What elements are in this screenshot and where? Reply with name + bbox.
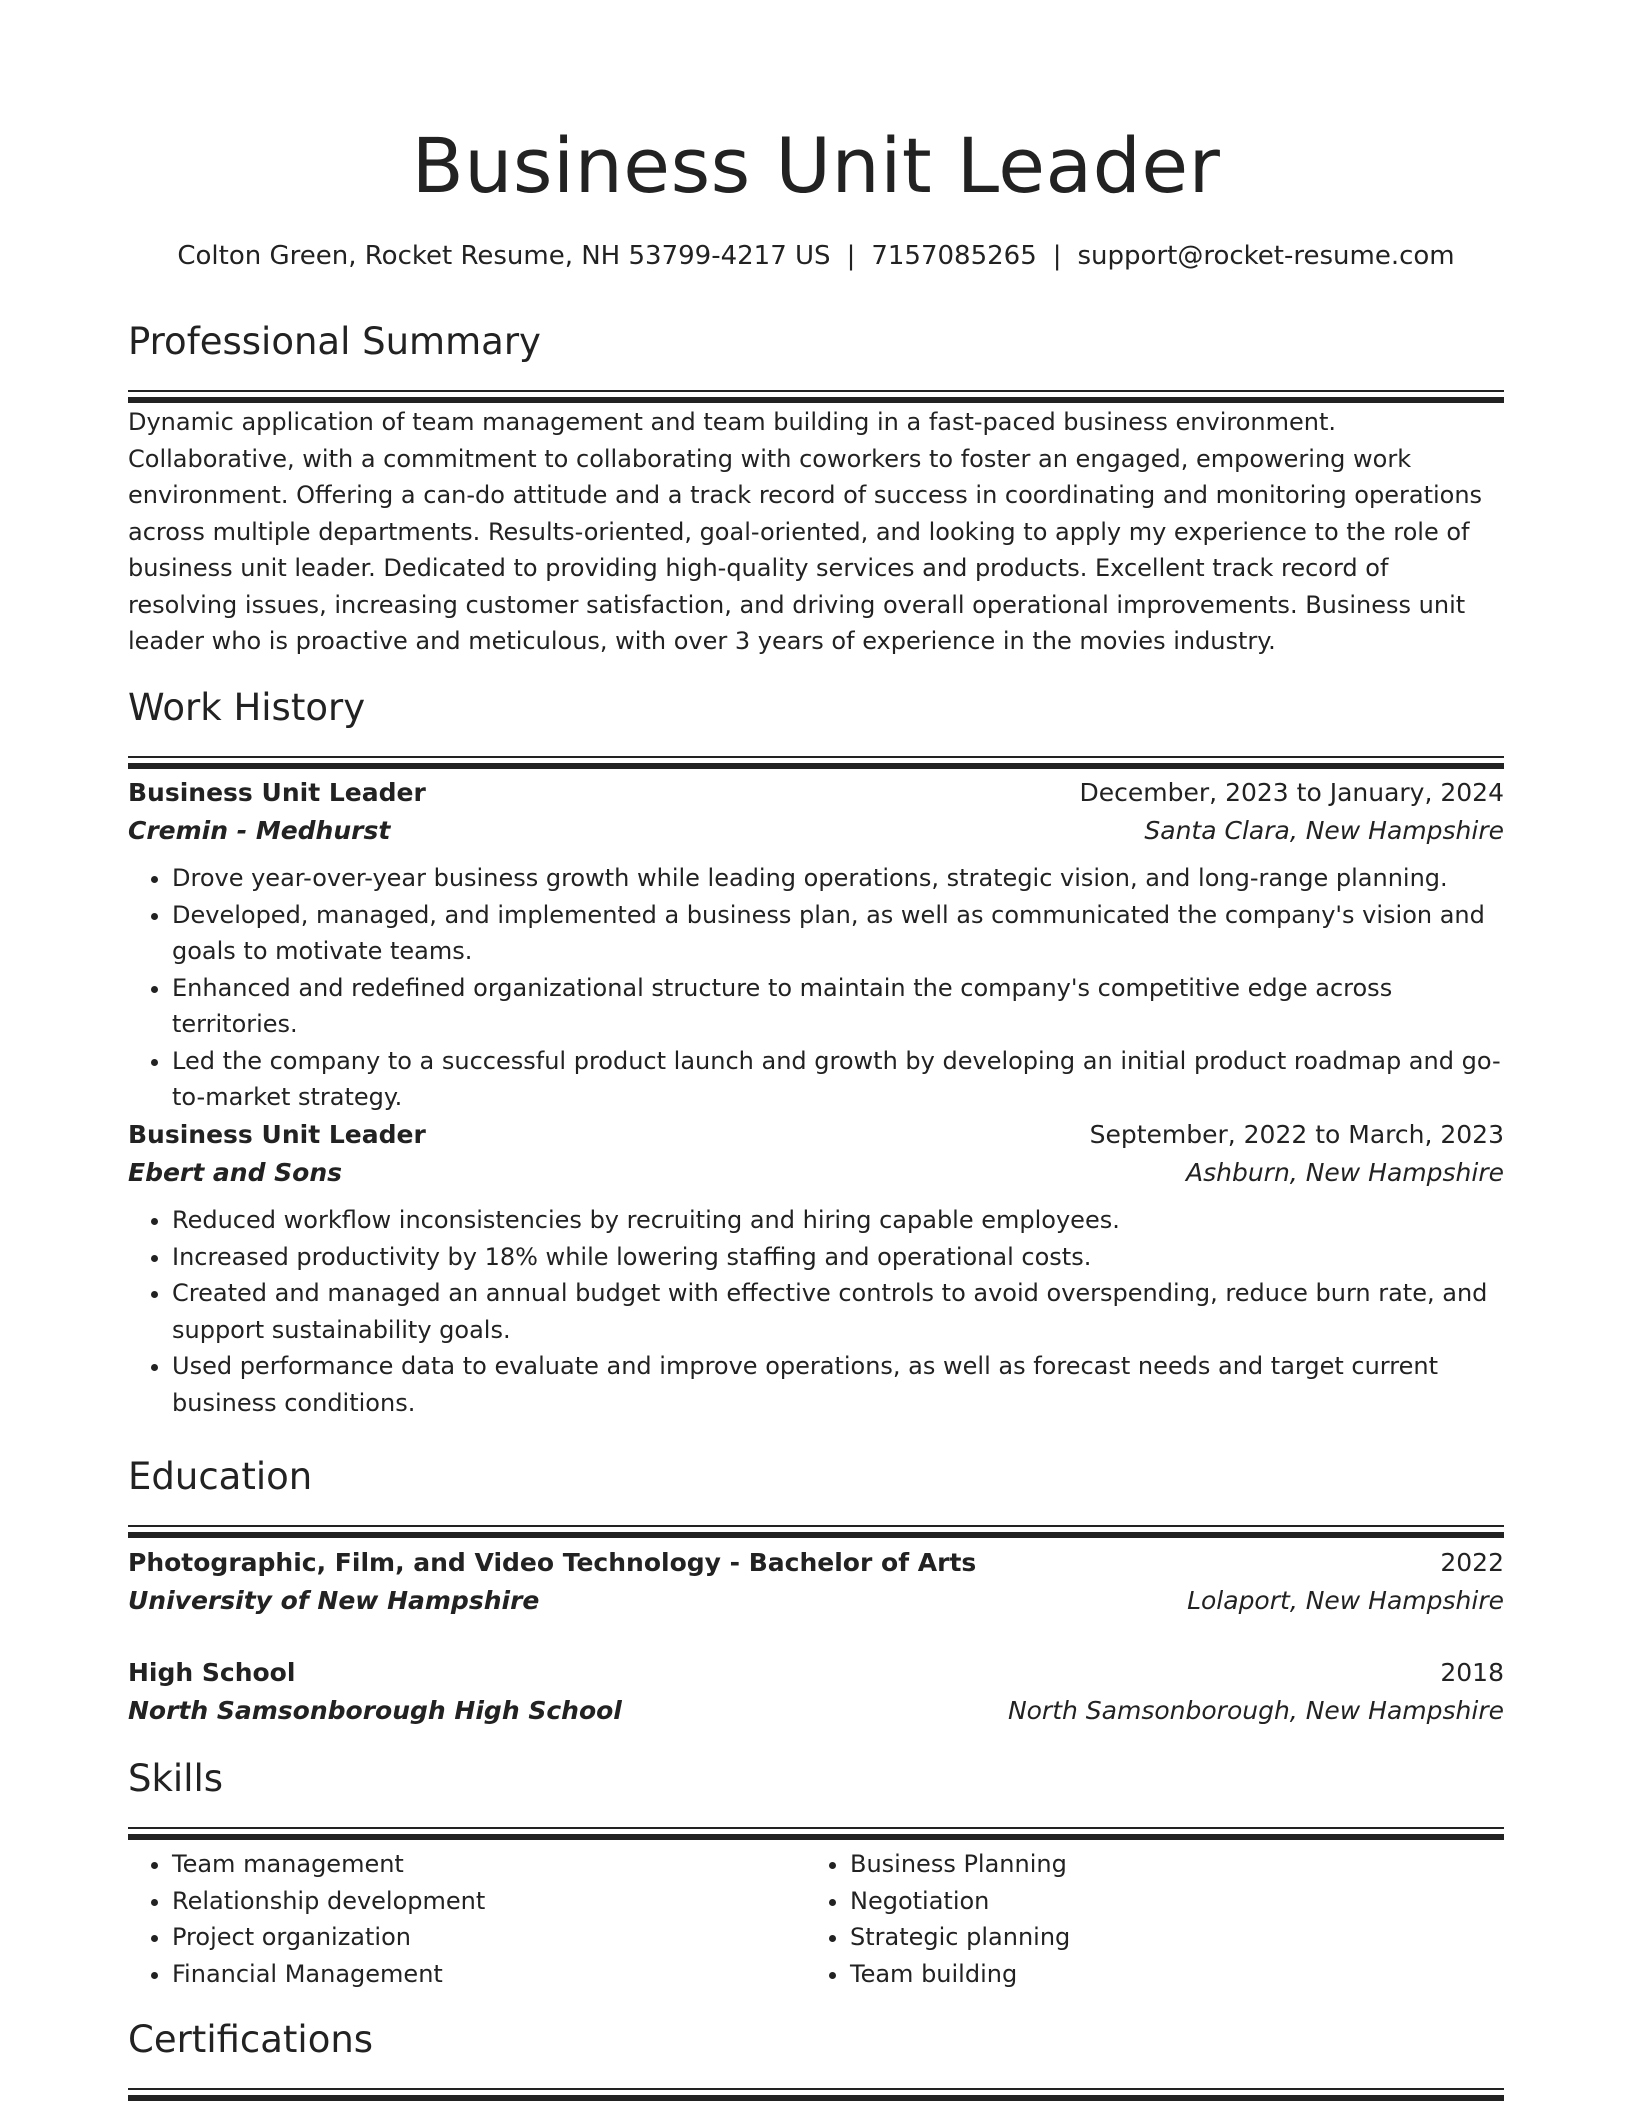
contact-phone: 7157085265 xyxy=(871,241,1037,271)
job-location: Santa Clara, New Hampshire xyxy=(1144,816,1504,845)
education-heading: Education xyxy=(128,1455,313,1498)
job-location: Ashburn, New Hampshire xyxy=(1186,1158,1504,1187)
section-rule xyxy=(128,1827,1504,1829)
contact-address: Colton Green, Rocket Resume, NH 53799-4217 US xyxy=(177,241,831,271)
resume-title: Business Unit Leader xyxy=(411,121,1221,210)
job-bullets xyxy=(128,1202,1504,1421)
work-heading: Work History xyxy=(128,686,366,729)
education-school: University of New Hampshire xyxy=(128,1586,540,1615)
education-entry xyxy=(128,1654,1504,1730)
education-entry xyxy=(128,1544,1504,1620)
skills-section-header xyxy=(128,1755,1504,1840)
education-year: 2022 xyxy=(1440,1548,1504,1577)
skill-item: • Financial Management xyxy=(172,1956,806,1993)
skill-item: • Team building xyxy=(850,1956,1484,1993)
education-year: 2018 xyxy=(1440,1658,1504,1687)
section-rule-thick xyxy=(128,1834,1504,1840)
education-school: North Samsonborough High School xyxy=(128,1696,622,1725)
section-rule xyxy=(128,2088,1504,2090)
section-rule-thick xyxy=(128,397,1504,403)
section-rule-thick xyxy=(128,2095,1504,2101)
list-item: • Used performance data to evaluate and improve operations, as well as forecast needs and target current business conditions. xyxy=(172,1348,1504,1421)
list-item: • Created and managed an annual budget with effective controls to avoid overspending, reduce burn rate, and support sustainability goals. xyxy=(172,1275,1504,1348)
job-entry xyxy=(128,1116,1504,1421)
list-item: • Increased productivity by 18% while lowering staffing and operational costs. xyxy=(172,1239,1504,1276)
contact-email: support@rocket-resume.com xyxy=(1077,241,1455,271)
skills-heading: Skills xyxy=(128,1757,224,1800)
list-item: • Reduced workflow inconsistencies by recruiting and hiring capable employees. xyxy=(172,1202,1504,1239)
section-rule xyxy=(128,1525,1504,1527)
section-rule-thick xyxy=(128,1532,1504,1538)
job-title: Business Unit Leader xyxy=(128,1120,426,1149)
section-rule-thick xyxy=(128,763,1504,769)
contact-line xyxy=(128,238,1504,274)
work-section-header xyxy=(128,684,1504,769)
job-company: Ebert and Sons xyxy=(128,1158,343,1187)
section-rule xyxy=(128,756,1504,758)
summary-heading: Professional Summary xyxy=(128,320,541,363)
education-degree: Photographic, Film, and Video Technology - Bachelor of Arts xyxy=(128,1548,977,1577)
job-dates: December, 2023 to January, 2024 xyxy=(1079,778,1504,807)
education-degree: High School xyxy=(128,1658,296,1687)
section-rule xyxy=(128,390,1504,392)
certifications-heading: Certifications xyxy=(128,2018,374,2061)
job-bullets xyxy=(128,860,1504,1116)
education-section-header xyxy=(128,1453,1504,1538)
education-location: North Samsonborough, New Hampshire xyxy=(1007,1696,1504,1725)
skills-column-left xyxy=(128,1846,806,1992)
list-item: • Enhanced and redefined organizational structure to maintain the company's competitive edge across territories. xyxy=(172,970,1504,1043)
job-company: Cremin - Medhurst xyxy=(128,816,391,845)
job-entry xyxy=(128,774,1504,1116)
skill-item: • Relationship development xyxy=(172,1883,806,1920)
summary-text: Dynamic application of team management and team building in a fast-paced business environment. Collaborative, with a commitment to collaborating with coworkers to foster an engaged, empowering work environment. Offering a can-do attitude and a track record of success in coordinating and monitoring operations across multiple departments. Results-oriented, goal-oriented, and looking to apply my experience to the role of business unit leader. Dedicated to providing high-quality services and products. Excellent track record of resolving issues, increasing customer satisfaction, and driving overall operational improvements. Business unit leader who is proactive and meticulous, with over 3 years of experience in the movies industry. xyxy=(128,408,1483,655)
skill-item: • Strategic planning xyxy=(850,1919,1484,1956)
list-item: • Drove year-over-year business growth while leading operations, strategic vision, and long-range planning. xyxy=(172,860,1504,897)
list-item: • Developed, managed, and implemented a business plan, as well as communicated the company's vision and goals to motivate teams. xyxy=(172,897,1504,970)
certifications-section-header xyxy=(128,2016,1504,2101)
contact-separator: | xyxy=(1052,241,1062,271)
skills-list xyxy=(128,1846,1504,1992)
skill-item: • Business Planning xyxy=(850,1846,1484,1883)
summary-section-header xyxy=(128,318,1504,403)
education-location: Lolaport, New Hampshire xyxy=(1187,1586,1504,1615)
job-dates: September, 2022 to March, 2023 xyxy=(1089,1120,1504,1149)
list-item: • Led the company to a successful product launch and growth by developing an initial product roadmap and go-to-market strategy. xyxy=(172,1043,1504,1116)
skill-item: • Team management xyxy=(172,1846,806,1883)
contact-separator: | xyxy=(846,241,856,271)
skills-column-right xyxy=(806,1846,1484,1992)
skill-item: • Negotiation xyxy=(850,1883,1484,1920)
skill-item: • Project organization xyxy=(172,1919,806,1956)
job-title: Business Unit Leader xyxy=(128,778,426,807)
